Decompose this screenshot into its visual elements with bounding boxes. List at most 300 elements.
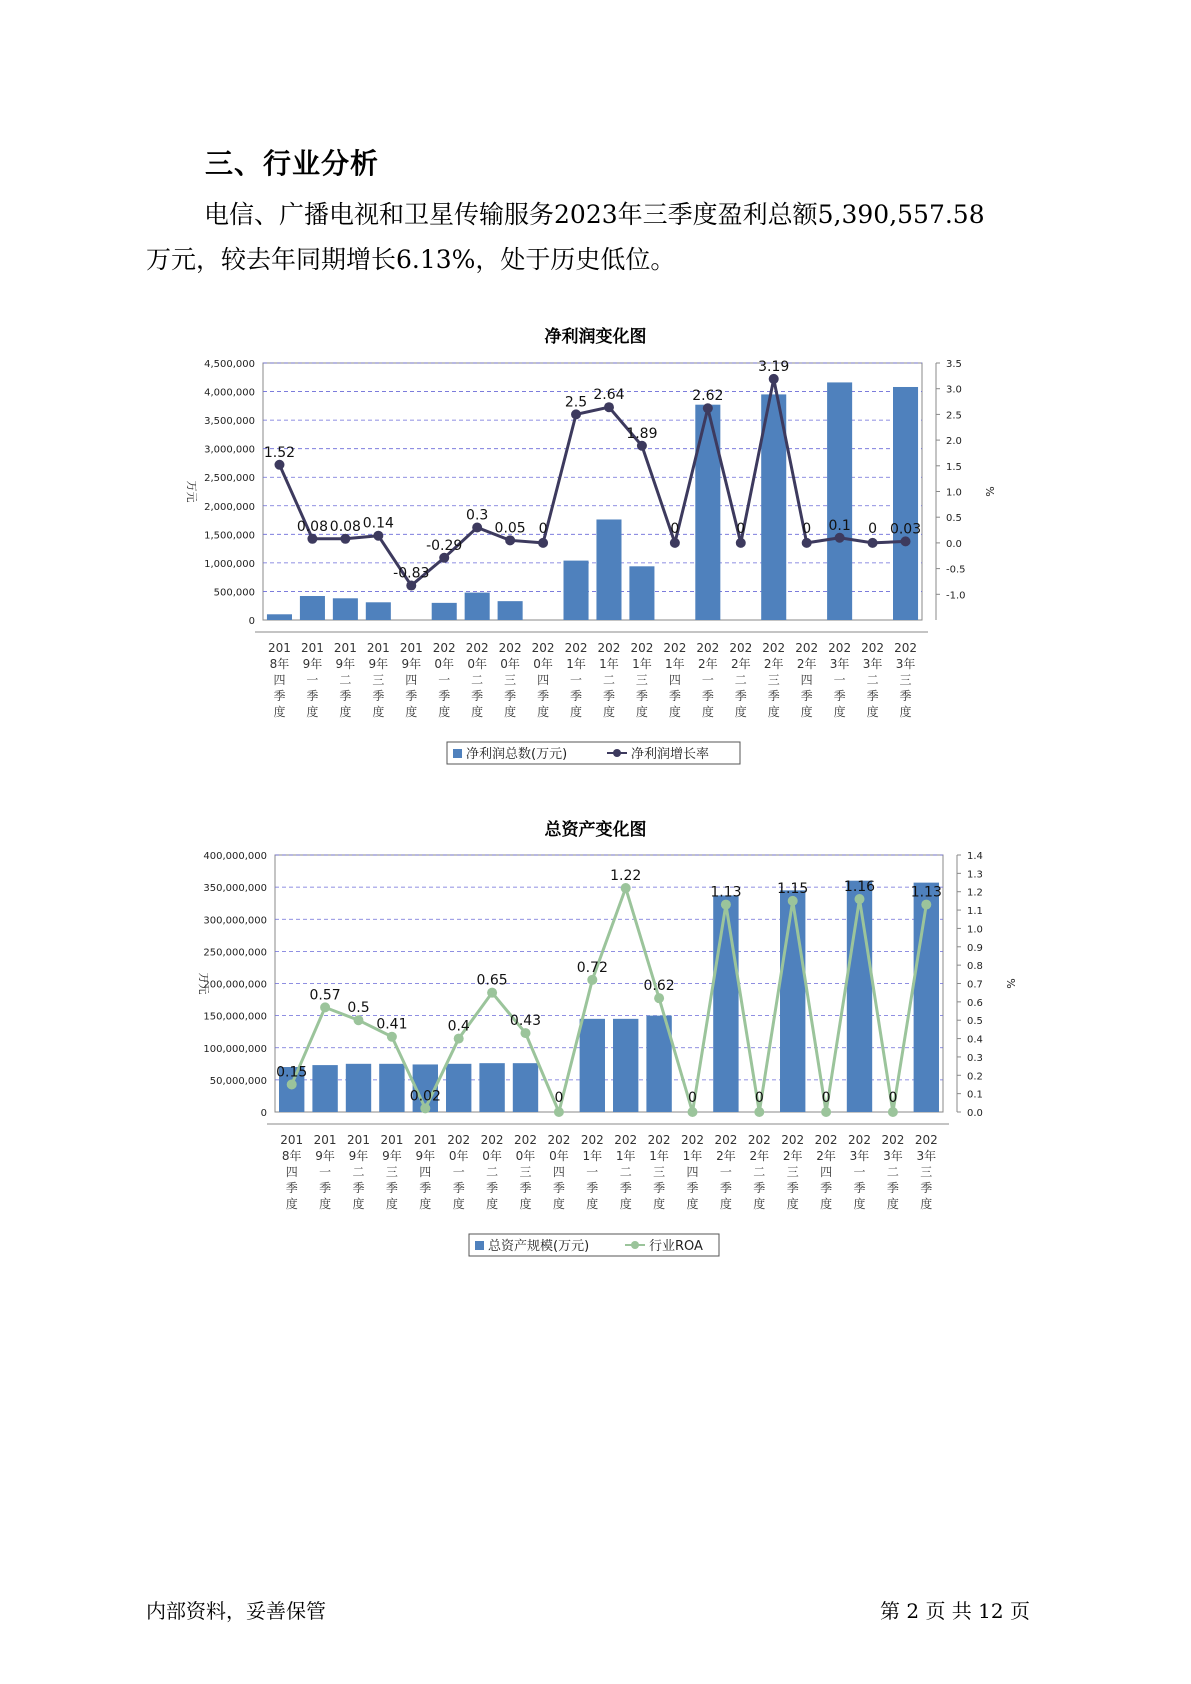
category-label: 季 [668,689,681,703]
right-tick-label: 0.6 [967,997,983,1009]
category-label: 季 [537,689,550,703]
category-label: 202 [663,641,687,655]
line-point [274,460,284,470]
category-label: 季 [273,689,286,703]
category-label: 202 [614,1133,638,1147]
category-label: 度 [853,1197,866,1211]
category-label: 季 [486,1181,499,1195]
legend-line-marker [631,1241,639,1249]
data-label: 0.15 [276,1064,308,1081]
category-label: 202 [480,1133,504,1147]
legend-bar-label: 总资产规模(万元) [488,1239,590,1254]
category-label: 201 [413,1133,437,1147]
line-point [287,1079,297,1089]
category-label: 二 [619,1165,632,1179]
category-label: 三 [767,673,780,687]
bar [893,387,918,620]
bar [465,593,490,620]
bar [580,1019,605,1112]
chart-title-total-assets: 总资产变化图 [544,820,647,840]
data-label: 0.4 [447,1018,470,1035]
category-label: 三 [372,673,385,687]
left-axis-title: 万元 [185,480,198,503]
data-label: 0.08 [296,518,329,535]
data-label: 0 [888,1090,898,1106]
category-label: 度 [504,705,517,719]
line-point [571,409,581,419]
category-label: 度 [753,1197,766,1211]
category-label: 季 [285,1181,298,1195]
category-label: 202 [861,641,885,655]
legend-bar-label: 净利润总数(万元) [466,747,568,762]
category-label: 202 [795,641,819,655]
category-label: 201 [366,641,390,655]
category-label: 度 [419,1197,432,1211]
category-label: 201 [313,1133,337,1147]
line-point [868,538,878,548]
category-label: 季 [570,689,583,703]
category-label: 二 [352,1165,365,1179]
line-point [587,975,597,985]
data-label: 0.43 [509,1013,542,1030]
category-label: 一 [306,673,319,687]
category-label: 四 [820,1165,833,1179]
data-label: 0.62 [643,978,675,995]
left-tick-label: 400,000,000 [203,851,267,862]
legend-bar-swatch [453,749,462,758]
category-label: 0年 [549,1149,569,1163]
right-tick-label: 1.2 [967,887,983,899]
line-point [637,441,647,451]
line-point [406,581,416,591]
category-label: 0年 [515,1149,536,1163]
category-label: 度 [339,705,352,719]
category-label: 202 [762,641,786,655]
category-label: 季 [352,1181,365,1195]
category-label: 度 [920,1197,933,1211]
category-label: 季 [339,689,352,703]
category-label: 四 [285,1165,298,1179]
category-label: 度 [899,705,912,719]
category-label: 202 [828,641,852,655]
total-assets-chart [0,848,1191,1268]
category-label: 2年 [698,657,718,671]
category-label: 二 [866,673,879,687]
category-label: 201 [300,641,324,655]
category-label: 202 [580,1133,604,1147]
category-label: 9年 [348,1149,369,1163]
category-label: 度 [719,1197,732,1211]
category-label: 202 [848,1133,871,1147]
category-label: 度 [800,705,813,719]
category-label: 9年 [382,1149,402,1163]
bar [613,1019,638,1112]
category-label: 0年 [533,657,553,671]
category-label: 度 [519,1197,532,1211]
footer-confidential: 内部资料，妥善保管 [146,1599,326,1623]
category-label: 度 [405,705,418,719]
bar [847,881,872,1112]
category-label: 9年 [401,657,422,671]
right-tick-label: 0.0 [967,1108,983,1119]
category-label: 四 [800,673,813,687]
category-label: 季 [306,689,319,703]
category-label: 3年 [862,657,883,671]
category-label: 度 [833,705,846,719]
category-label: 2年 [749,1149,770,1163]
right-axis-title: % [983,486,996,497]
right-tick-label: 0.0 [946,538,962,550]
bar [564,561,589,620]
category-label: 季 [886,1181,899,1195]
category-label: 202 [597,641,621,655]
category-label: 季 [319,1181,332,1195]
line-point [387,1032,397,1042]
category-label: 3年 [916,1149,937,1163]
right-tick-label: -0.5 [946,564,966,576]
category-label: 季 [753,1181,766,1195]
category-label: 季 [504,689,517,703]
left-tick-label: 2,000,000 [204,501,255,513]
bar [366,602,391,620]
data-label: 1.52 [263,444,296,461]
category-label: 四 [419,1165,432,1179]
category-label: 二 [486,1165,499,1179]
right-tick-label: 0.4 [967,1034,983,1046]
data-label: 2.5 [564,394,588,411]
category-label: 四 [686,1165,699,1179]
category-label: 二 [734,673,747,687]
data-label: 0.57 [309,987,341,1004]
right-tick-label: 0.1 [967,1089,983,1101]
bar [695,405,720,620]
right-tick-label: 1.5 [946,461,962,473]
bar [629,566,654,620]
right-tick-label: 2.5 [946,410,962,422]
category-label: 1年 [682,1149,703,1163]
category-label: 度 [452,1197,465,1211]
category-label: 一 [570,673,583,687]
category-label: 度 [438,705,451,719]
category-label: 季 [686,1181,699,1195]
category-label: 一 [586,1165,599,1179]
category-label: 度 [668,705,681,719]
right-tick-label: 1.4 [967,851,983,862]
category-label: 8年 [281,1149,302,1163]
line-point [340,534,350,544]
line-point [538,538,548,548]
category-label: 9年 [368,657,389,671]
category-label: 季 [866,689,879,703]
data-label: 0 [754,1090,764,1106]
line-point [736,538,746,548]
category-label: 202 [498,641,522,655]
category-label: 一 [438,673,451,687]
category-label: 度 [686,1197,699,1211]
line-point [454,1034,464,1044]
data-label: 1.15 [777,880,809,897]
category-label: 季 [734,689,747,703]
bar [596,519,621,620]
category-label: 202 [514,1133,537,1147]
category-label: 2年 [716,1149,736,1163]
category-label: 202 [729,641,753,655]
right-tick-label: 0.3 [967,1052,983,1064]
category-label: 季 [653,1181,666,1195]
category-label: 二 [471,673,484,687]
category-label: 2年 [730,657,751,671]
category-label: 2年 [763,657,784,671]
category-label: 度 [886,1197,899,1211]
category-label: 二 [602,673,615,687]
line-point [855,894,865,904]
left-tick-label: 200,000,000 [203,979,267,991]
category-label: 1年 [566,657,586,671]
category-label: 0年 [500,657,520,671]
data-label: 0 [554,1090,564,1106]
category-label: 一 [853,1165,866,1179]
category-label: 3年 [883,1149,903,1163]
data-label: 0.3 [466,507,489,524]
category-label: 202 [564,641,588,655]
category-label: 202 [714,1133,738,1147]
category-label: 一 [319,1165,332,1179]
category-label: 度 [537,705,550,719]
category-label: 度 [385,1197,398,1211]
left-tick-label: 3,000,000 [204,444,255,456]
category-label: 三 [899,673,912,687]
category-label: 度 [635,705,648,719]
category-label: 度 [767,705,780,719]
data-label: 1.22 [610,868,642,885]
category-label: 201 [380,1133,404,1147]
category-label: 0年 [467,657,487,671]
right-tick-label: 0.8 [967,961,983,973]
left-tick-label: 500,000 [213,587,255,599]
data-label: 1.13 [710,884,742,901]
data-label: 0 [802,520,812,537]
category-label: 季 [452,1181,465,1195]
category-label: 度 [701,705,714,719]
data-label: 1.89 [626,425,658,442]
category-label: 度 [786,1197,799,1211]
left-tick-label: 350,000,000 [203,883,267,895]
line-point [835,533,845,543]
category-label: 201 [347,1133,370,1147]
line-point [821,1107,831,1117]
line-point [901,536,911,546]
category-label: 二 [886,1165,899,1179]
bar [479,1063,504,1112]
line-point [721,900,731,910]
category-label: 202 [465,641,489,655]
category-label: 9年 [415,1149,436,1163]
right-tick-label: 0.9 [967,942,983,954]
category-label: 8年 [269,657,290,671]
bar [300,596,325,620]
data-label: 0.05 [494,520,526,537]
category-label: 1年 [615,1149,636,1163]
left-tick-label: 1,000,000 [204,558,255,570]
category-label: 1年 [632,657,652,671]
bar [312,1065,337,1112]
footer-page-number: 第 2 页 共 12 页 [880,1599,1030,1623]
category-label: 201 [333,641,357,655]
category-label: 三 [385,1165,398,1179]
category-label: 202 [894,641,917,655]
category-label: 9年 [335,657,356,671]
category-label: 二 [753,1165,766,1179]
data-label: 0.1 [828,517,851,534]
category-label: 度 [285,1197,298,1211]
net-profit-chart [0,355,1191,775]
category-label: 季 [701,689,714,703]
category-label: 度 [306,705,319,719]
category-label: 202 [447,1133,471,1147]
line-point [754,1107,764,1117]
category-label: 度 [653,1197,666,1211]
category-label: 三 [635,673,648,687]
left-tick-label: 4,000,000 [204,387,255,399]
data-label: 1.16 [843,879,876,896]
category-label: 3年 [895,657,916,671]
line-point [373,531,383,541]
right-tick-label: 1.0 [967,924,983,936]
category-label: 度 [734,705,747,719]
right-tick-label: 1.0 [946,487,962,499]
category-label: 四 [405,673,418,687]
right-tick-label: 0.2 [967,1071,983,1083]
category-label: 0年 [434,657,455,671]
category-label: 季 [800,689,813,703]
left-tick-label: 0 [260,1108,267,1119]
category-label: 季 [635,689,648,703]
category-label: 季 [853,1181,866,1195]
line-point [354,1015,364,1025]
left-tick-label: 0 [248,616,255,627]
category-label: 一 [701,673,714,687]
category-label: 季 [385,1181,398,1195]
category-label: 202 [547,1133,571,1147]
category-label: 四 [537,673,550,687]
category-label: 1年 [599,657,619,671]
right-tick-label: -1.0 [946,590,966,602]
category-label: 季 [899,689,912,703]
category-label: 一 [719,1165,732,1179]
line-point [554,1107,564,1117]
data-label: 1.13 [910,884,942,901]
category-label: 201 [280,1133,304,1147]
category-label: 度 [586,1197,599,1211]
category-label: 四 [273,673,286,687]
line-point [521,1028,531,1038]
legend-line-label: 净利润增长率 [631,747,710,762]
line-point [420,1103,430,1113]
bar [446,1064,471,1112]
category-label: 202 [696,641,720,655]
left-tick-label: 100,000,000 [203,1043,267,1055]
right-axis-title: % [1004,978,1017,989]
data-label: -0.83 [393,565,430,582]
category-label: 三 [519,1165,532,1179]
line-point [788,896,798,906]
category-label: 0年 [448,1149,469,1163]
right-tick-label: 0.5 [967,1016,983,1028]
category-label: 度 [602,705,615,719]
category-label: 度 [866,705,879,719]
bar [346,1064,371,1112]
category-label: 202 [647,1133,671,1147]
category-label: 2年 [782,1149,803,1163]
category-label: 202 [681,1133,704,1147]
data-label: 0 [688,1090,697,1106]
data-label: 0.08 [329,518,361,535]
bar [780,890,805,1112]
category-label: 季 [471,689,484,703]
bar [333,598,358,620]
right-tick-label: 3.5 [946,359,962,370]
data-label: 0 [821,1090,831,1106]
category-label: 度 [619,1197,632,1211]
data-label: 2.62 [692,388,724,405]
line-point [604,402,614,412]
category-label: 度 [820,1197,833,1211]
category-label: 度 [319,1197,332,1211]
line-point [307,534,317,544]
line-point [921,900,931,910]
line-point [505,535,515,545]
category-label: 3年 [829,657,850,671]
category-label: 度 [273,705,286,719]
category-label: 201 [268,641,291,655]
category-label: 202 [781,1133,805,1147]
data-label: 0.14 [362,515,394,532]
data-label: 0 [868,520,878,537]
category-label: 202 [814,1133,838,1147]
data-label: 3.19 [758,358,790,375]
category-label: 9年 [315,1149,335,1163]
left-tick-label: 150,000,000 [203,1011,267,1023]
legend-line-marker [613,749,621,757]
category-label: 202 [531,641,555,655]
category-label: 四 [668,673,681,687]
category-label: 202 [747,1133,771,1147]
category-label: 季 [405,689,418,703]
category-label: 201 [399,641,423,655]
section-heading: 三、行业分析 [205,147,380,180]
data-label: 0 [736,520,746,537]
category-label: 202 [881,1133,905,1147]
category-label: 3年 [849,1149,870,1163]
category-label: 2年 [796,657,817,671]
left-tick-label: 250,000,000 [203,947,267,959]
category-label: 度 [471,705,484,719]
line-point [320,1002,330,1012]
left-axis-title: 万元 [197,972,210,995]
category-label: 季 [920,1181,933,1195]
category-label: 202 [914,1133,938,1147]
right-tick-label: 1.1 [967,906,983,918]
category-label: 0年 [482,1149,502,1163]
data-label: 0.41 [376,1016,408,1033]
left-tick-label: 50,000,000 [209,1075,267,1087]
bar [267,614,292,620]
category-label: 季 [619,1181,632,1195]
left-tick-label: 4,500,000 [204,359,255,370]
legend-line-label: 行业ROA [649,1239,703,1254]
category-label: 三 [786,1165,799,1179]
summary-line-1: 电信、广播电视和卫星传输服务2023年三季度盈利总额5,390,557.58 [204,200,985,229]
